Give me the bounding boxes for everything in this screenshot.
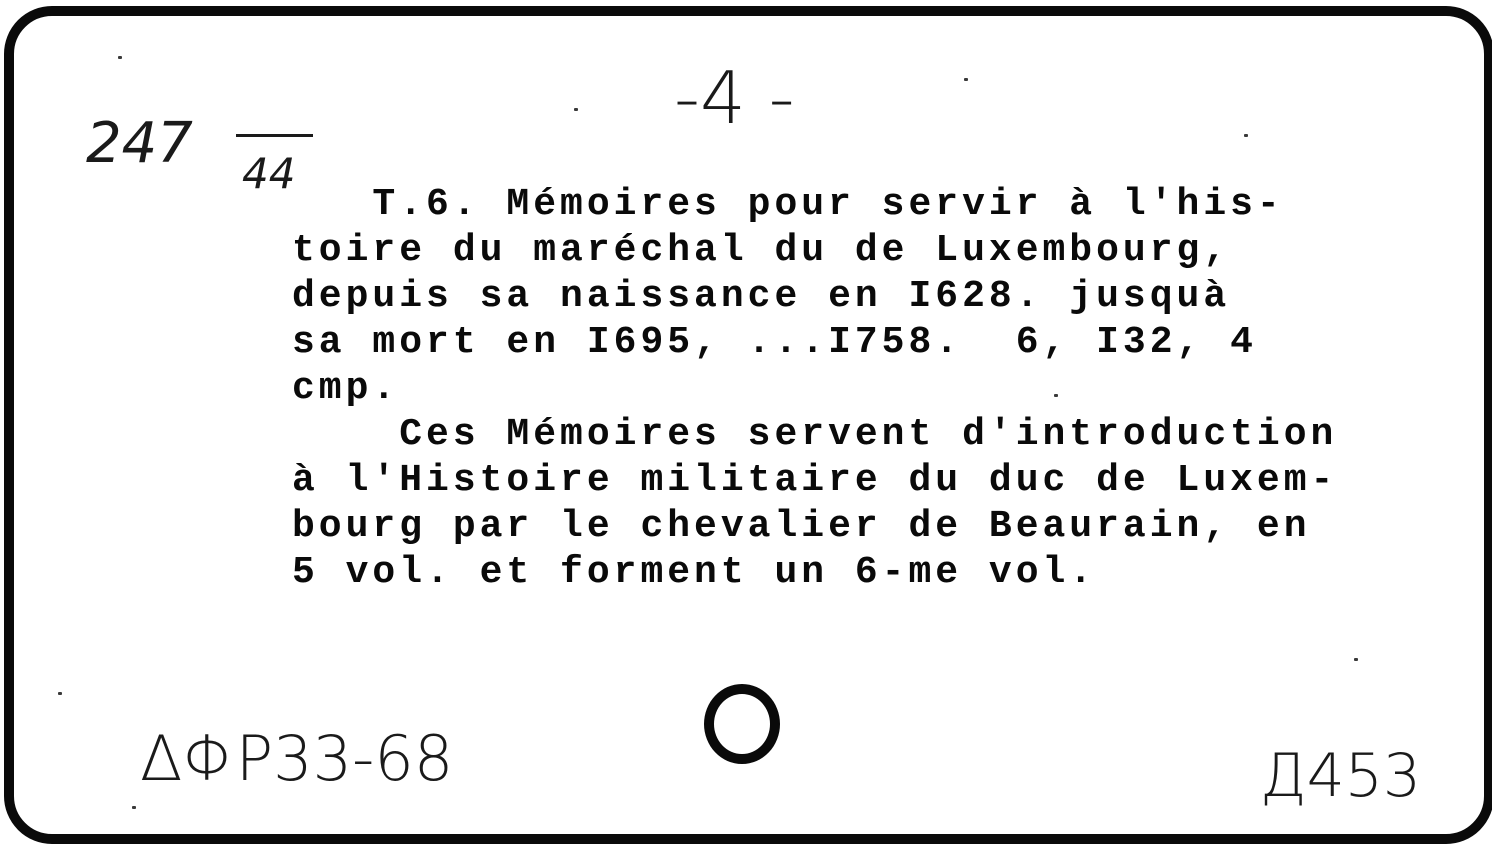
speck — [574, 108, 578, 111]
entry-line: Ces Mémoires servent d'introduction — [292, 413, 1338, 456]
entry-text — [292, 182, 1337, 596]
speck — [1244, 134, 1248, 137]
shelf-mark-sub: 44 — [236, 134, 313, 195]
entry-line: depuis sa naissance en I628. jusquà — [292, 275, 1231, 318]
speck — [58, 692, 62, 695]
speck — [964, 78, 968, 81]
shelf-mark: 247 — [86, 111, 193, 176]
entry-line: 5 vol. et forment un 6-me vol. — [292, 551, 1097, 594]
speck — [132, 806, 136, 809]
punch-hole-circle — [704, 684, 780, 764]
speck — [118, 56, 122, 59]
speck — [1354, 658, 1358, 661]
speck — [1054, 394, 1058, 397]
inventory-mark: Д453 — [1260, 741, 1422, 811]
fund-mark: ΔΦP33-68 — [140, 722, 454, 795]
entry-line: cmp. — [292, 367, 400, 410]
entry-line: à l'Histoire militaire du duc de Luxem- — [292, 459, 1338, 502]
entry-line: T.6. Mémoires pour servir à l'his- — [292, 183, 1284, 226]
entry-line: sa mort en I695, ...I758. 6, I32, 4 — [292, 321, 1257, 364]
entry-line: bourg par le chevalier de Beaurain, en — [292, 505, 1311, 548]
page-number: -4 - — [674, 56, 795, 140]
catalog-card — [4, 6, 1492, 844]
entry-line: toire du maréchal du de Luxembourg, — [292, 229, 1231, 272]
